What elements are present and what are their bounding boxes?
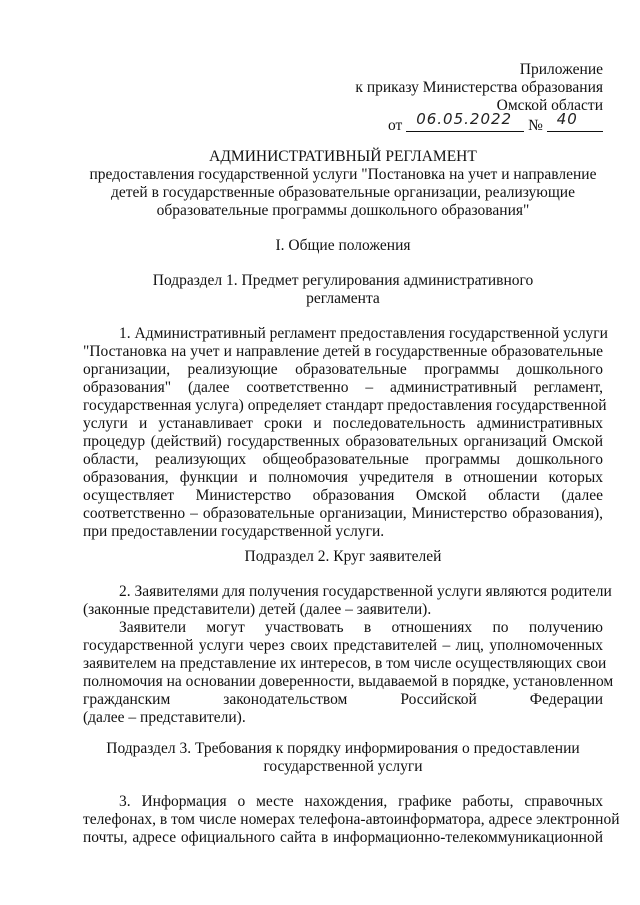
subsection-1-heading: Подраздел 1. Предмет регулирования административного (152, 272, 534, 289)
paragraph-line: (законные представители) детей (далее – заявители). (83, 601, 432, 618)
paragraph-line: (далее – представители). (83, 709, 246, 726)
paragraph-line: телефонах, в том числе номерах телефона-автоинформатора, адресе электронной (83, 811, 620, 828)
paragraph-2 (83, 583, 612, 619)
subsection-1-heading-cont: регламента (306, 290, 380, 307)
paragraph-4 (83, 793, 620, 847)
paragraph-line: заявителем на представление их интересов, в том числе осуществляющих свои (83, 655, 607, 672)
paragraph-line: организации, реализующие образовательные программы дошкольного (83, 361, 603, 378)
paragraph-line: 1. Административный регламент предоставления государственной услуги (119, 325, 608, 342)
title-subline-3: образовательные программы дошкольного образования" (156, 202, 530, 219)
paragraph-line: при предоставлении государственной услуги. (83, 523, 385, 540)
paragraph-line: 3. Информация о месте нахождения, графике работы, справочных (119, 793, 603, 810)
paragraph-line: полномочия на основании доверенности, выдаваемой в порядке, установленном (83, 673, 614, 690)
paragraph-line: 2. Заявителями для получения государственной услуги являются родители (119, 583, 612, 600)
paragraph-3 (83, 619, 614, 727)
date-from-label: от (388, 117, 403, 134)
paragraph-line: Заявители могут участвовать в отношениях по получению (119, 619, 603, 636)
handwritten-date: 06.05.2022 (416, 110, 513, 128)
header-order-line: к приказу Министерства образования (355, 79, 603, 96)
paragraph-line: соответственно – образовательные организации, Министерство образования), (83, 505, 603, 522)
number-field (547, 110, 603, 132)
paragraph-line: "Постановка на учет и направление детей в государственные образовательные (83, 343, 603, 360)
paragraph-line: образования" (далее соответственно – административный регламент, (83, 379, 603, 396)
paragraph-line: процедур (действий) государственных образовательных организаций Омской (83, 433, 603, 450)
title-subline-1: предоставления государственной услуги "Постановка на учет и направление (89, 166, 597, 183)
paragraph-line: почты, адресе официального сайта в информационно-телекоммуникационной (83, 829, 603, 846)
section-heading: I. Общие положения (275, 237, 411, 254)
handwritten-number: 40 (556, 110, 578, 128)
subsection-3-heading-cont: государственной услуги (263, 758, 423, 775)
header-region-line: Омской области (496, 97, 603, 114)
paragraph-line: области, реализующих общеобразовательные программы дошкольного (83, 451, 603, 468)
paragraph-line: образования, функции и полномочия учредителя в отношении которых (83, 469, 603, 486)
paragraph-line: осуществляет Министерство образования Омской области (далее (83, 487, 603, 504)
header-date-line (388, 110, 603, 135)
paragraph-line: гражданским законодательством Российской Федерации (83, 691, 603, 708)
header-annex-label: Приложение (519, 61, 603, 78)
paragraph-line: услуги и устанавливает сроки и последовательность административных (83, 415, 603, 432)
paragraph-line: государственная услуга) определяет стандарт предоставления государственной (83, 397, 607, 414)
title-subline-2: детей в государственные образовательные организации, реализующие (110, 184, 575, 201)
number-sign: № (528, 117, 543, 134)
paragraph-1 (83, 325, 608, 541)
document-title: АДМИНИСТРАТИВНЫЙ РЕГЛАМЕНТ (209, 148, 477, 165)
subsection-3-heading: Подраздел 3. Требования к порядку информирования о предоставлении (106, 740, 580, 757)
subsection-2-heading: Подраздел 2. Круг заявителей (244, 548, 442, 565)
date-field (406, 110, 524, 132)
paragraph-line: государственной услуги через своих представителей – лиц, уполномоченных (83, 637, 603, 654)
